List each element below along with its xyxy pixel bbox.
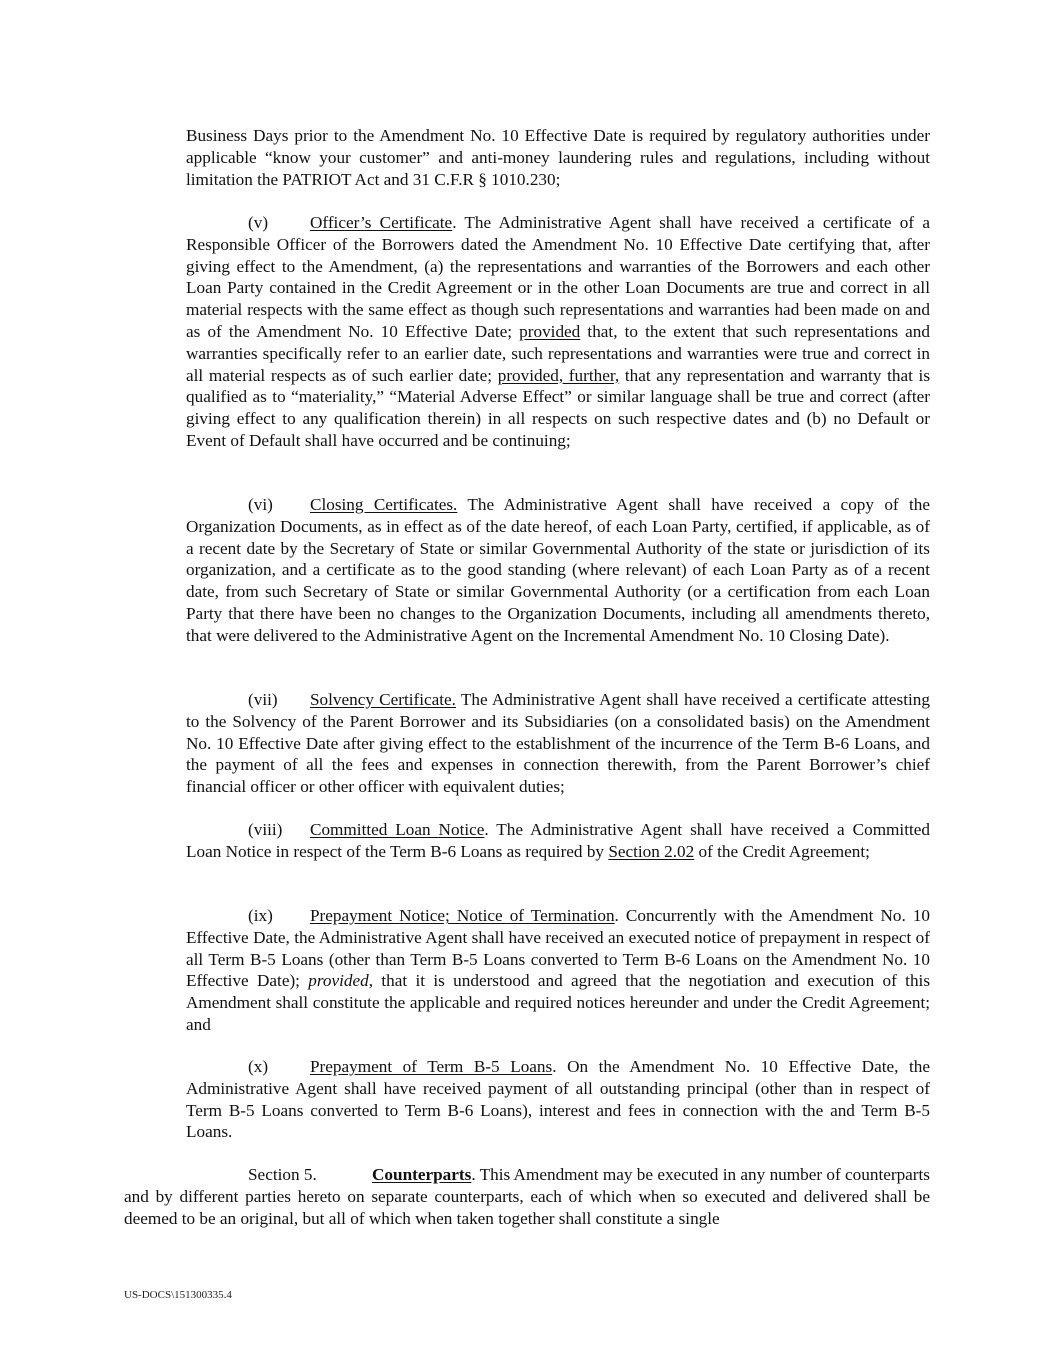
item-x-paragraph (186, 1056, 930, 1143)
item-ix-text-b: , that it is understood and agreed that the negotiation and execution of this Amendment shall constitute the applicable and required notices hereunder and under the Credit Agreement; and (186, 971, 931, 1034)
item-vii-number: (vii) (248, 690, 278, 709)
item-v-number: (v) (248, 213, 269, 232)
item-viii-text-b: of the Credit Agreement; (694, 841, 870, 861)
item-vi-paragraph (186, 494, 930, 647)
intro-paragraph (186, 125, 930, 190)
item-v-heading: Officer’s Certificate (310, 213, 453, 232)
item-vi-number: (vi) (248, 495, 273, 514)
footer-doc-id: US-DOCS\151300335.4 (124, 1289, 232, 1301)
item-v-text-c: that any representation and warranty that is qualified as to “materiality,” “Material Adverse Effect” or similar language shall be true and correct (after giving effect to any qualification therein) in all respects on such respective dates and (b) no Default or Event of Default shall have occurred and be continuing; (186, 365, 931, 450)
item-x-number: (x) (248, 1057, 269, 1076)
item-viii-text-a: . The Administrative Agent shall have received a Committed Loan Notice in respect of the Term B-6 Loans as required by (186, 820, 930, 861)
item-ix-number: (ix) (248, 906, 273, 925)
item-ix-heading: Prepayment Notice; Notice of Termination (310, 906, 615, 925)
item-ix-text-a: . Concurrently with the Amendment No. 10 Effective Date, the Administrative Agent shall have received an executed notice of prepayment in respect of all Term B-5 Loans (other than Term B-5 Loans converted to Term B-6 Loans on the Amendment No. 10 Effective Date); (186, 906, 931, 991)
section-5-text: . This Amendment may be executed in any number of counterparts and by different parties hereto on separate counterparts, each of which when so executed and delivered shall be deemed to be an original, but all of which when taken together shall constitute a single (124, 1165, 930, 1228)
item-viii-number: (viii) (248, 820, 283, 839)
item-vii-text: The Administrative Agent shall have received a certificate attesting to the Solvency of the Parent Borrower and its Subsidiaries (on a consolidated basis) on the Amendment No. 10 Effective Date after giving effect to the establishment of the incurrence of the Term B-6 Loans, and the payment of all the fees and expenses in connection therewith, from the Parent Borrower’s chief financial officer or other officer with equivalent duties; (186, 690, 930, 797)
item-ix-paragraph (186, 905, 930, 1036)
item-vi-text: The Administrative Agent shall have received a copy of the Organization Documents, as in effect as of the date hereof, of each Loan Party, certified, if applicable, as of a recent date by the Secretary of State or similar Governmental Authority of the state or jurisdiction of its organization, and a certificate as to the good standing (where relevant) of each Loan Party as of a recent date, from such Secretary of State or similar Governmental Authority (or a certification from each Loan Party that there have been no changes to the Organization Documents, including all amendments thereto, that were delivered to the Administrative Agent on the Incremental Amendment No. 10 Closing Date). (186, 495, 930, 645)
item-viii-heading: Committed Loan Notice (310, 820, 485, 839)
section-5-number: Section 5. (248, 1165, 317, 1184)
section-5-heading: Counterparts (372, 1165, 472, 1184)
section-5-paragraph (124, 1164, 930, 1229)
item-ix-provided: provided (308, 971, 369, 991)
intro-text: Business Days prior to the Amendment No. 10 Effective Date is required by regulatory authorities under applicable “know your customer” and anti-money laundering rules and regulations, including without limitation the PATRIOT Act and 31 C.F.R § 1010.230; (186, 126, 930, 189)
item-vii-paragraph (186, 689, 930, 798)
item-x-text: . On the Amendment No. 10 Effective Date, the Administrative Agent shall have received payment of all outstanding principal (other than in respect of Term B-5 Loans converted to Term B-6 Loans), interest and fees in connection with the and Term B-5 Loans. (186, 1057, 930, 1142)
item-x-heading: Prepayment of Term B-5 Loans (310, 1057, 553, 1076)
item-v-text-b: that, to the extent that such representations and warranties specifically refer to an earlier date, such representations and warranties were true and correct in all material respects as of such earlier date; (186, 321, 930, 385)
item-viii-paragraph (186, 819, 930, 863)
item-v-provided: provided (519, 321, 581, 341)
item-vii-heading: Solvency Certificate. (310, 690, 456, 709)
item-viii-section-ref: Section 2.02 (608, 841, 695, 861)
item-vi-heading: Closing Certificates. (310, 495, 458, 514)
item-v-paragraph (186, 212, 930, 452)
item-v-text-a: . The Administrative Agent shall have received a certificate of a Responsible Officer of the Borrowers dated the Amendment No. 10 Effective Date certifying that, after giving effect to the Amendment, (a) the representations and warranties of the Borrowers and each other Loan Party contained in the Credit Agreement or in the other Loan Documents are true and correct in all material respects with the same effect as though such representations and warranties had been made on and as of the Amendment No. 10 Effective Date; (186, 213, 930, 341)
item-v-provided-further: provided, further, (497, 365, 620, 385)
